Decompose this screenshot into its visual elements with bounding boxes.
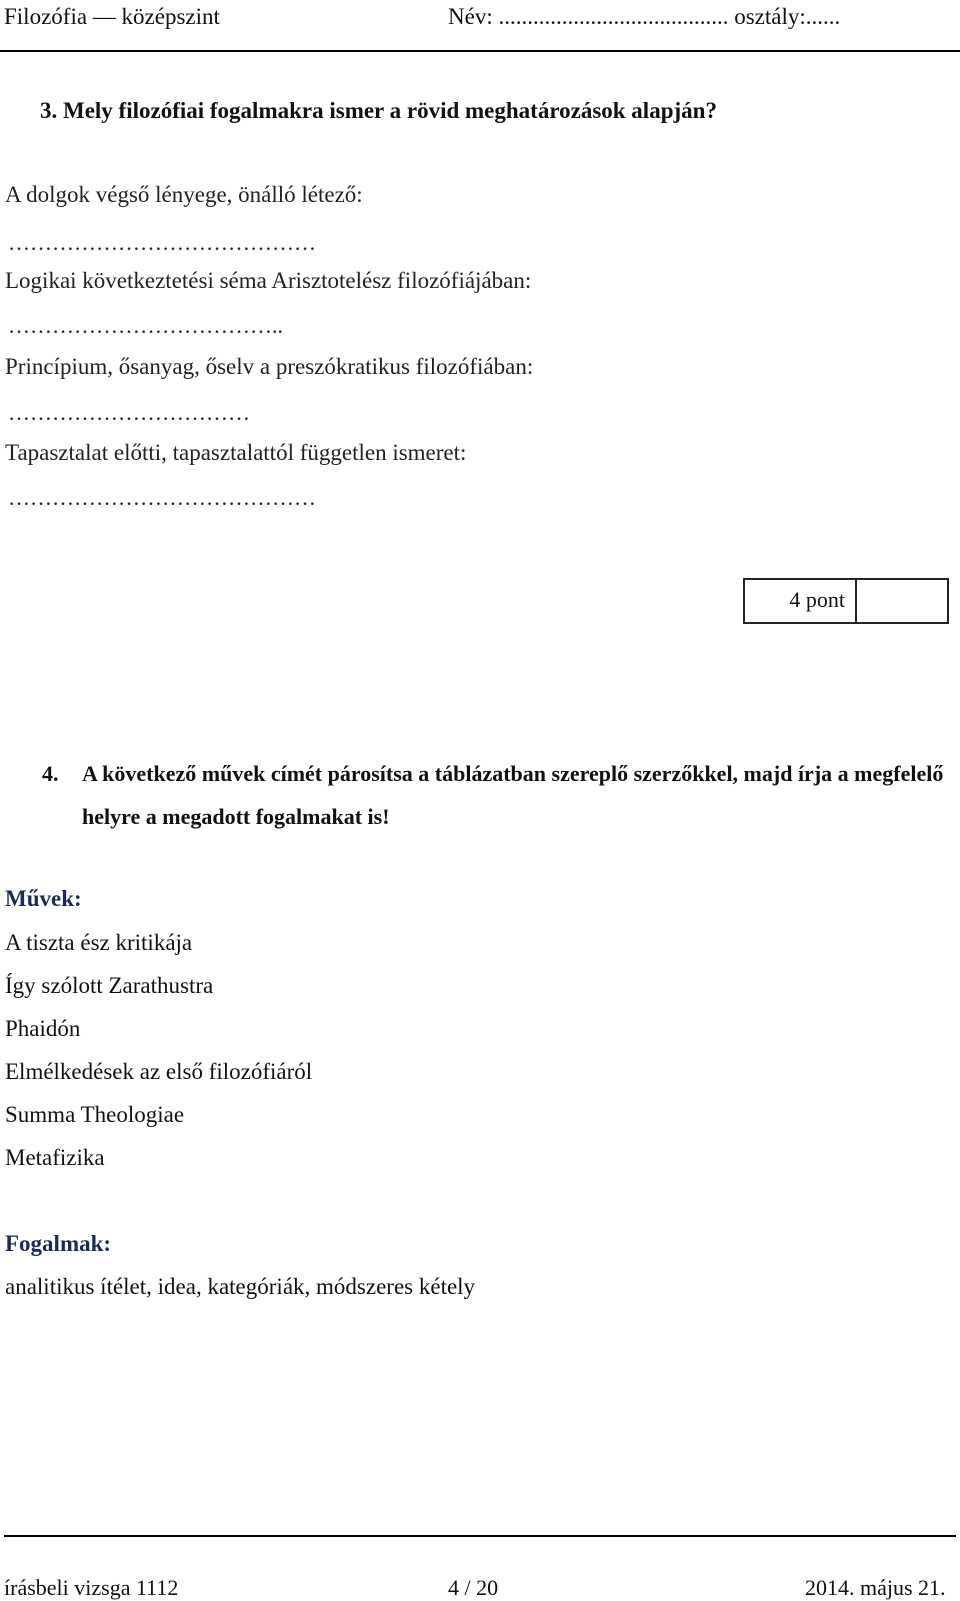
name-class-field: Név: ........................................ osztály:......	[448, 4, 841, 29]
question-3-title: 3. Mely filozófiai fogalmakra ismer a rövid meghatározások alapján?	[40, 98, 717, 123]
footer-divider	[4, 1535, 956, 1537]
prompt-2: Logikai következtetési séma Arisztotelész filozófiájában:	[5, 268, 532, 293]
answer-blank-1: ……………………………………	[8, 230, 316, 255]
concepts-list: analitikus ítélet, idea, kategóriák, módszeres kétely	[5, 1274, 476, 1299]
work-item: Metafizika	[5, 1145, 105, 1170]
work-item: Így szólott Zarathustra	[5, 973, 214, 998]
works-title: Művek:	[5, 886, 82, 911]
subject-title: Filozófia — középszint	[4, 4, 220, 29]
prompt-4: Tapasztalat előtti, tapasztalattól független ismeret:	[5, 440, 467, 465]
work-item: Phaidón	[5, 1016, 81, 1041]
footer-page-number: 4 / 20	[448, 1575, 499, 1600]
prompt-1: A dolgok végső lényege, önálló létező:	[5, 182, 363, 207]
answer-blank-3: ……………………………	[8, 400, 250, 425]
work-item: A tiszta ész kritikája	[5, 930, 193, 955]
work-item: Summa Theologiae	[5, 1102, 185, 1127]
work-item: Elmélkedések az első filozófiáról	[5, 1059, 313, 1084]
prompt-3: Princípium, ősanyag, őselv a preszókratikus filozófiában:	[5, 354, 534, 379]
answer-blank-4: ……………………………………	[8, 485, 316, 510]
page-header	[0, 0, 960, 52]
footer-exam-code: írásbeli vizsga 1112	[4, 1575, 179, 1600]
question-4-text: A következő művek címét párosítsa a táblázatban szereplő szerzőkkel, majd írja a megfelelő helyre a megadott fogalmakat is!	[82, 761, 944, 829]
footer-date: 2014. május 21.	[805, 1575, 946, 1600]
answer-blank-2: ………………………………..	[8, 313, 283, 338]
score-box	[743, 578, 949, 624]
score-label: 4 pont	[745, 580, 857, 622]
question-4-number: 4.	[42, 761, 59, 786]
score-entry-cell	[857, 580, 947, 622]
question-4	[42, 752, 954, 838]
concepts-title: Fogalmak:	[5, 1231, 112, 1256]
